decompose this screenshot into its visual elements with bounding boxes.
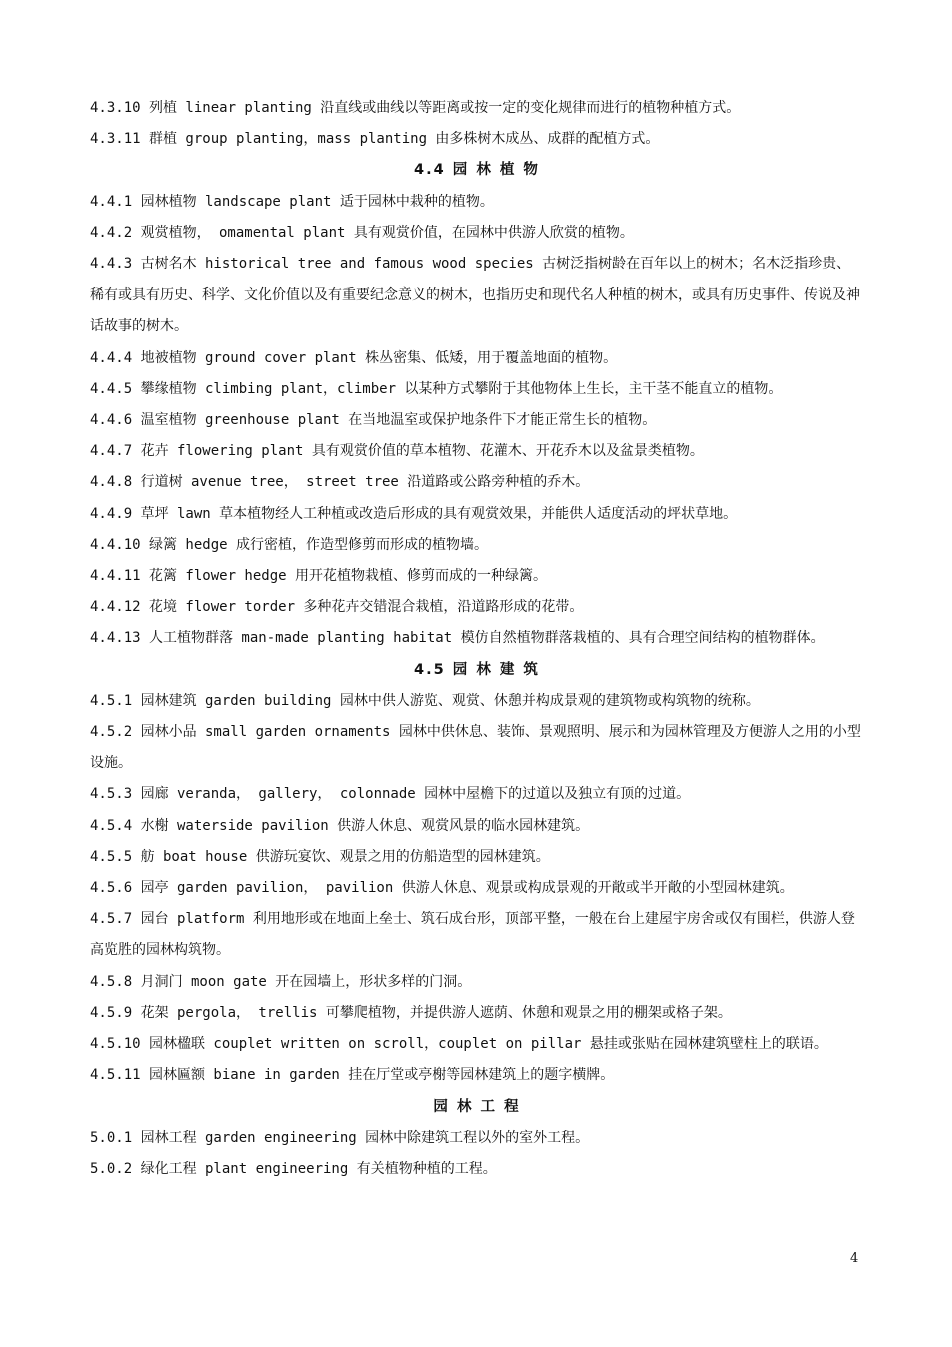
page-content [90, 93, 864, 1185]
term-definition: 4.5.7 园台 platform 利用地形或在地面上垒士、筑石成台形，顶部平整，一般在台上建屋宇房舍或仅有围栏，供游人登高览胜的园林构筑物。 [90, 911, 855, 959]
term-definition: 4.4.5 攀缘植物 climbing plant，climber 以某种方式攀附于其他物体上生长，主干茎不能直立的植物。 [90, 380, 783, 397]
term-definition: 4.4.8 行道树 avenue tree， street tree 沿道路或公路旁种植的乔木。 [90, 474, 590, 491]
term-definition: 4.4.6 温室植物 greenhouse plant 在当地温室或保护地条件下才能正常生长的植物。 [90, 412, 657, 429]
term-definition: 4.4.4 地被植物 ground cover plant 株丛密集、低矮，用于覆盖地面的植物。 [90, 349, 618, 366]
term-definition: 4.4.10 绿篱 hedge 成行密植，作造型修剪而形成的植物墙。 [90, 536, 489, 553]
term-definition: 4.5.3 园廊 veranda， gallery， colonnade 园林中屋檐下的过道以及独立有顶的过道。 [90, 786, 691, 803]
term-definition: 4.5.6 园亭 garden pavilion， pavilion 供游人休息、观景或构成景观的开敞或半开敞的小型园林建筑。 [90, 880, 794, 897]
term-definition: 4.4.11 花篱 flower hedge 用开花植物栽植、修剪而成的一种绿篱。 [90, 568, 548, 585]
term-definition: 4.5.9 花架 pergola， trellis 可攀爬植物，并提供游人遮荫、休憩和观景之用的棚架或格子架。 [90, 1004, 732, 1021]
term-definition: 5.0.2 绿化工程 plant engineering 有关植物种植的工程。 [90, 1160, 497, 1177]
term-definition: 4.5.8 月洞门 moon gate 开在园墙上，形状多样的门洞。 [90, 973, 472, 990]
term-definition: 4.4.13 人工植物群落 man-made planting habitat 模仿自然植物群落栽植的、具有合理空间结构的植物群体。 [90, 630, 825, 647]
section-heading: 4.4 园 林 植 物 [414, 162, 540, 179]
term-definition: 4.5.10 园林楹联 couplet written on scroll，couplet on pillar 悬挂或张贴在园林建筑壁柱上的联语。 [90, 1036, 828, 1053]
page-number: 4 [850, 1251, 859, 1266]
term-definition: 4.5.5 舫 boat house 供游玩宴饮、观景之用的仿船造型的园林建筑。 [90, 848, 550, 865]
term-definition: 4.4.1 园林植物 landscape plant 适于园林中栽种的植物。 [90, 193, 494, 210]
term-definition: 4.4.7 花卉 flowering plant 具有观赏价值的草本植物、花灌木、开花乔木以及盆景类植物。 [90, 443, 704, 460]
term-definition: 4.4.3 古树名木 historical tree and famous wood species 古树泛指树龄在百年以上的树木；名木泛指珍贵、稀有或具有历史、科学、文化价值以及有重要纪念意义的树木，也指历史和现代名人种植的树木，或具有历史事件、传说及神话故事的树木。 [90, 256, 860, 335]
term-definition: 4.5.2 园林小品 small garden ornaments 园林中供休息、装饰、景观照明、展示和为园林管理及方便游人之用的小型设施。 [90, 724, 861, 772]
term-definition: 4.5.11 园林匾额 biane in garden 挂在厅堂或亭榭等园林建筑上的题字横牌。 [90, 1067, 615, 1084]
section-heading: 园 林 工 程 [433, 1098, 521, 1115]
term-definition: 4.5.4 水榭 waterside pavilion 供游人休息、观赏风景的临水园林建筑。 [90, 817, 590, 834]
term-definition: 4.4.12 花境 flower torder 多种花卉交错混合栽植，沿道路形成的花带。 [90, 599, 584, 616]
term-definition: 5.0.1 园林工程 garden engineering 园林中除建筑工程以外的室外工程。 [90, 1129, 590, 1146]
section-heading: 4.5 园 林 建 筑 [414, 661, 540, 678]
term-definition: 4.5.1 园林建筑 garden building 园林中供人游览、观赏、休憩并构成景观的建筑物或构筑物的统称。 [90, 692, 760, 709]
term-definition: 4.4.2 观赏植物， omamental plant 具有观赏价值，在园林中供游人欣赏的植物。 [90, 224, 634, 241]
term-definition: 4.4.9 草坪 lawn 草本植物经人工种植或改造后形成的具有观赏效果，并能供人适度活动的坪状草地。 [90, 505, 738, 522]
term-definition: 4.3.10 列植 linear planting 沿直线或曲线以等距离或按一定的变化规律而进行的植物种植方式。 [90, 100, 741, 116]
term-definition: 4.3.11 群植 group planting，mass planting 由多株树木成丛、成群的配植方式。 [90, 131, 660, 148]
